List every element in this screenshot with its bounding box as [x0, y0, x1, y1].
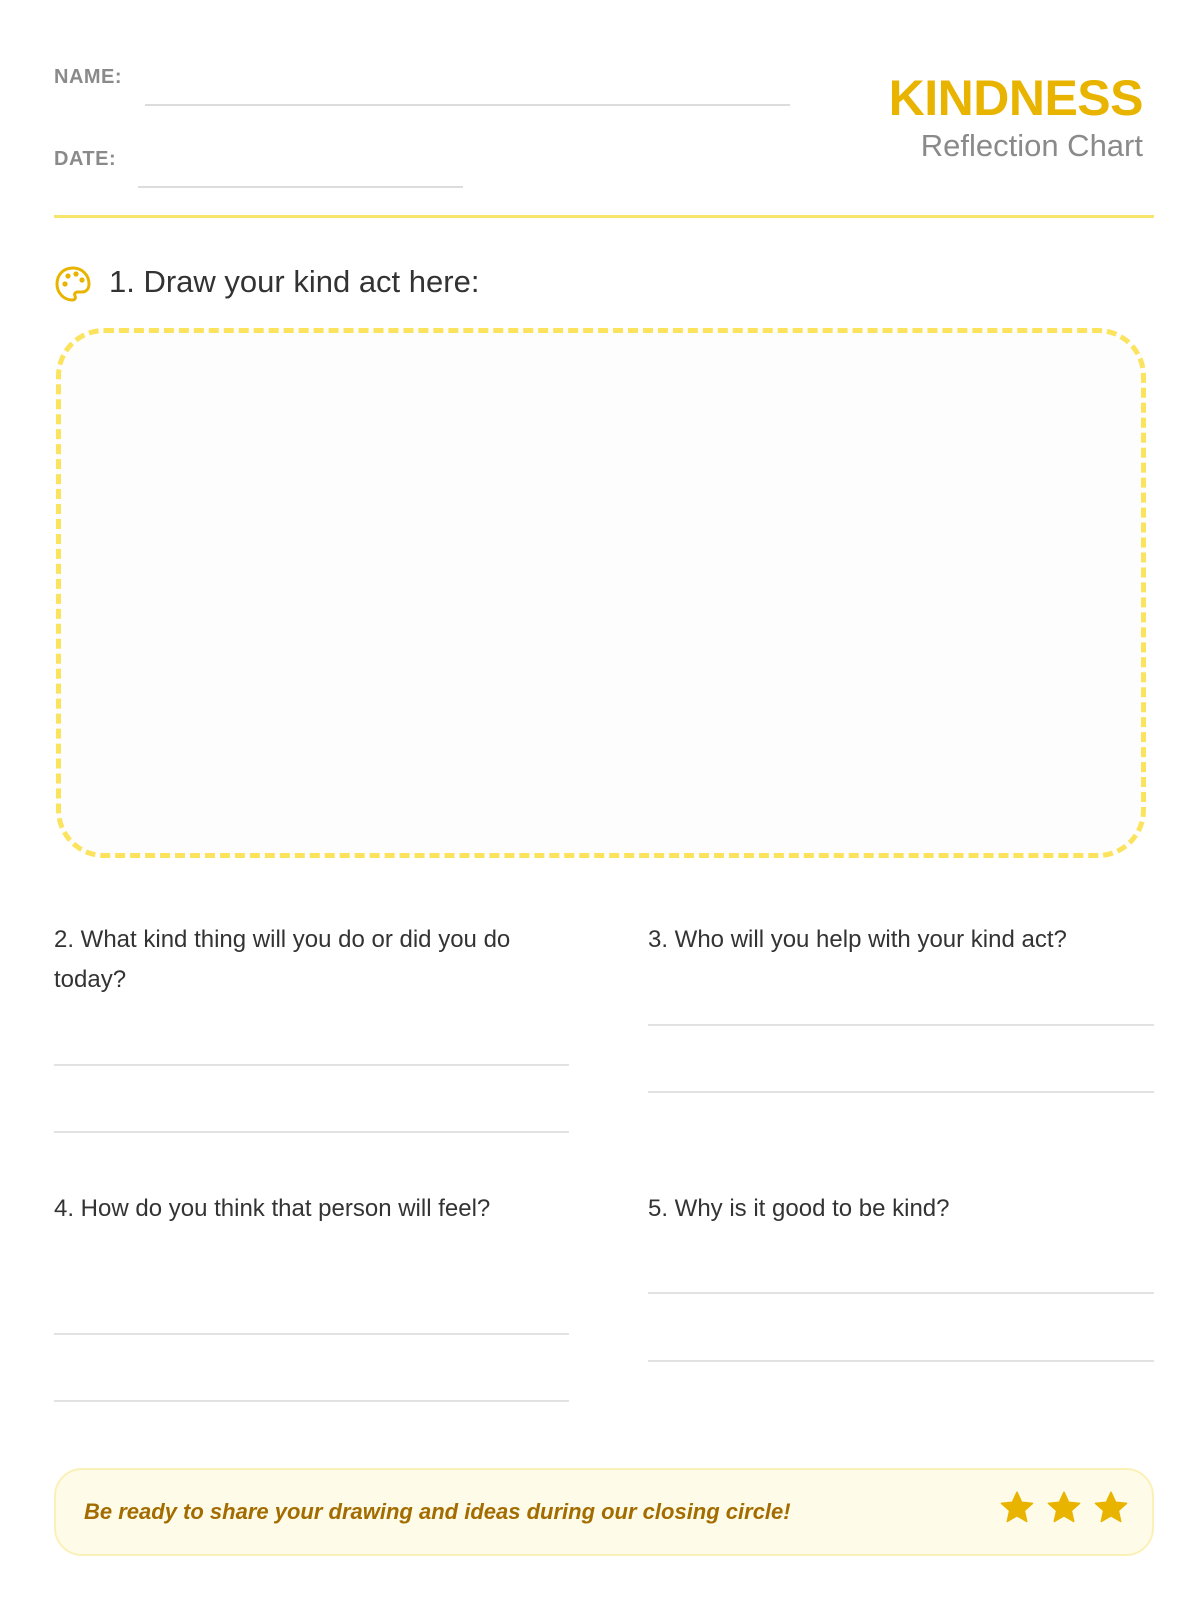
star-icon	[1046, 1490, 1082, 1526]
answer-line-q4-2[interactable]	[54, 1400, 569, 1402]
palette-icon	[54, 265, 92, 303]
page-title: KINDNESS	[888, 70, 1143, 126]
answer-line-q3-1[interactable]	[648, 1024, 1154, 1026]
question-2: 2. What kind thing will you do or did you do today?	[54, 926, 511, 993]
answer-line-q5-1[interactable]	[648, 1292, 1154, 1294]
footer-message: Be ready to share your drawing and ideas during our closing circle!	[84, 1499, 791, 1524]
answer-line-q4-1[interactable]	[54, 1333, 569, 1335]
answer-line-q2-2[interactable]	[54, 1131, 569, 1133]
question-3: 3. Who will you help with your kind act?	[648, 926, 1067, 953]
header-divider	[54, 215, 1154, 218]
section-draw-title: 1. Draw your kind act here:	[109, 264, 480, 299]
page-subtitle: Reflection Chart	[920, 128, 1143, 163]
date-field[interactable]	[138, 186, 463, 188]
question-5: 5. Why is it good to be kind?	[648, 1195, 950, 1222]
star-icon	[1093, 1490, 1129, 1526]
drawing-area[interactable]	[56, 328, 1146, 858]
name-field[interactable]	[145, 104, 790, 106]
answer-line-q2-1[interactable]	[54, 1064, 569, 1066]
question-4: 4. How do you think that person will feel?	[54, 1195, 491, 1222]
name-label: NAME:	[54, 66, 123, 88]
date-label: DATE:	[54, 148, 117, 170]
answer-line-q5-2[interactable]	[648, 1360, 1154, 1362]
star-icon	[999, 1490, 1035, 1526]
answer-line-q3-2[interactable]	[648, 1091, 1154, 1093]
